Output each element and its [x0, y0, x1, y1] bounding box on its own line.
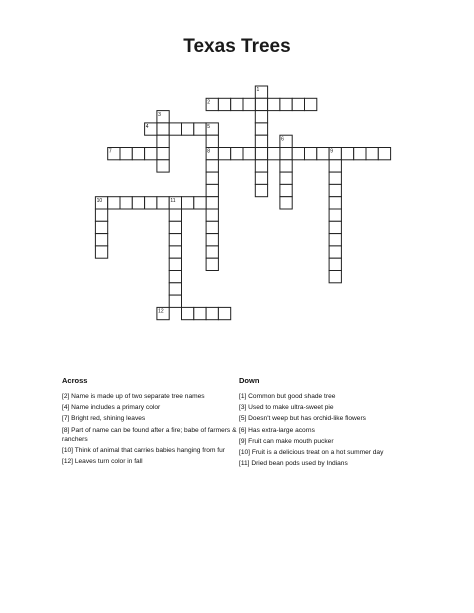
grid-cell[interactable]	[280, 98, 292, 110]
grid-cell[interactable]	[329, 258, 341, 270]
down-clue: [5] Doesn't weep but has orchid-like flowers	[239, 415, 366, 423]
grid-cell[interactable]	[305, 148, 317, 160]
grid-cell[interactable]	[206, 184, 218, 196]
grid-cell[interactable]	[255, 160, 267, 172]
grid-cell[interactable]	[329, 246, 341, 258]
clue-number: 4	[145, 124, 149, 131]
grid-cell[interactable]	[280, 172, 292, 184]
grid-cell[interactable]	[366, 148, 378, 160]
grid-cell[interactable]	[255, 98, 267, 110]
down-clue: [11] Dried bean pods used by Indians	[239, 460, 348, 468]
grid-cell[interactable]	[280, 184, 292, 196]
grid-cell[interactable]	[255, 111, 267, 123]
across-clue: [7] Bright red, shining leaves	[62, 415, 146, 423]
across-clue: [8] Part of name can be found after a fire; babe of farmers & ranchers	[62, 426, 237, 443]
grid-cell[interactable]	[231, 98, 243, 110]
down-clue: [6] Has extra-large acorns	[239, 426, 315, 434]
grid-cell[interactable]	[169, 246, 181, 258]
clue-number: 7	[108, 148, 112, 155]
grid-cell[interactable]	[169, 295, 181, 307]
grid-cell[interactable]	[280, 197, 292, 209]
grid-cell[interactable]	[354, 148, 366, 160]
clue-number: 1	[256, 87, 260, 94]
down-clue: [3] Used to make ultra-sweet pie	[239, 404, 334, 412]
clue-number: 12	[158, 308, 164, 315]
grid-cell[interactable]	[378, 148, 390, 160]
grid-cell[interactable]	[145, 148, 157, 160]
grid-cell[interactable]	[95, 221, 107, 233]
grid-cell[interactable]	[206, 197, 218, 209]
across-clue-list	[62, 392, 252, 466]
down-clue-list	[239, 392, 429, 468]
grid-cell[interactable]	[194, 307, 206, 319]
clue-number: 11	[170, 197, 176, 204]
grid-cell[interactable]	[329, 197, 341, 209]
grid-cell[interactable]	[95, 209, 107, 221]
grid-cell[interactable]	[206, 258, 218, 270]
grid-cell[interactable]	[255, 135, 267, 147]
grid-cell[interactable]	[157, 123, 169, 135]
grid-cell[interactable]	[218, 148, 230, 160]
grid-cell[interactable]	[329, 271, 341, 283]
page-title: Texas Trees	[183, 36, 291, 57]
across-clue: [2] Name is made up of two separate tree names	[62, 393, 205, 400]
grid-cell[interactable]	[268, 148, 280, 160]
grid-cell[interactable]	[95, 246, 107, 258]
grid-cell[interactable]	[280, 148, 292, 160]
grid-cell[interactable]	[157, 160, 169, 172]
grid-cell[interactable]	[157, 135, 169, 147]
grid-cell[interactable]	[255, 148, 267, 160]
grid-cell[interactable]	[329, 160, 341, 172]
grid-cell[interactable]	[317, 148, 329, 160]
grid-cell[interactable]	[218, 98, 230, 110]
grid-cell[interactable]	[145, 197, 157, 209]
grid-cell[interactable]	[194, 123, 206, 135]
clue-number: 2	[207, 99, 211, 106]
down-clue: [1] Common but good shade tree	[239, 393, 336, 400]
grid-cell[interactable]	[206, 246, 218, 258]
grid-cell[interactable]	[329, 209, 341, 221]
grid-cell[interactable]	[243, 98, 255, 110]
grid-cell[interactable]	[292, 148, 304, 160]
grid-cell[interactable]	[329, 184, 341, 196]
clue-number: 10	[96, 197, 103, 204]
grid-cell[interactable]	[169, 283, 181, 295]
grid-cell[interactable]	[132, 148, 144, 160]
grid-cell[interactable]	[255, 184, 267, 196]
grid-cell[interactable]	[182, 197, 194, 209]
grid-cell[interactable]	[95, 234, 107, 246]
grid-cell[interactable]	[341, 148, 353, 160]
grid-cell[interactable]	[206, 234, 218, 246]
grid-cell[interactable]	[280, 160, 292, 172]
grid-cell[interactable]	[157, 197, 169, 209]
grid-cell[interactable]	[169, 221, 181, 233]
clue-number: 8	[207, 148, 211, 155]
grid-cell[interactable]	[169, 209, 181, 221]
clue-number: 3	[158, 111, 161, 118]
grid-cell[interactable]	[120, 148, 132, 160]
grid-cell[interactable]	[305, 98, 317, 110]
across-clue: [12] Leaves turn color in fall	[62, 457, 143, 465]
grid-cell[interactable]	[169, 258, 181, 270]
grid-cell[interactable]	[206, 160, 218, 172]
grid-cell[interactable]	[231, 148, 243, 160]
grid-cell[interactable]	[120, 197, 132, 209]
grid-cell[interactable]	[243, 148, 255, 160]
grid-cell[interactable]	[206, 209, 218, 221]
down-clue: [9] Fruit can make mouth pucker	[239, 437, 334, 445]
down-clues	[239, 376, 429, 470]
grid-cell[interactable]	[206, 135, 218, 147]
grid-cell[interactable]	[329, 172, 341, 184]
grid-cell[interactable]	[255, 123, 267, 135]
grid-cell[interactable]	[206, 172, 218, 184]
across-heading: Across	[62, 376, 88, 385]
grid-cell[interactable]	[182, 123, 194, 135]
grid-cell[interactable]	[157, 148, 169, 160]
grid-cell[interactable]	[206, 307, 218, 319]
grid-cell[interactable]	[169, 271, 181, 283]
grid-cell[interactable]	[182, 307, 194, 319]
grid-cell[interactable]	[169, 234, 181, 246]
grid-cell[interactable]	[255, 172, 267, 184]
grid-cell[interactable]	[329, 234, 341, 246]
across-clues	[62, 376, 252, 468]
grid-cell[interactable]	[292, 98, 304, 110]
across-clue: [10] Think of animal that carries babies hanging from fur	[62, 446, 225, 454]
grid-cell[interactable]	[169, 123, 181, 135]
grid-cell[interactable]	[206, 221, 218, 233]
across-clue: [4] Name includes a primary color	[62, 404, 161, 412]
grid-cell[interactable]	[132, 197, 144, 209]
down-heading: Down	[239, 376, 260, 385]
clue-number: 9	[330, 148, 334, 155]
grid-cell[interactable]	[218, 307, 230, 319]
clue-number: 5	[207, 124, 211, 131]
grid-cell[interactable]	[194, 197, 206, 209]
down-clue: [10] Fruit is a delicious treat on a hot summer day	[239, 448, 384, 456]
grid-cell[interactable]	[268, 98, 280, 110]
clue-number: 6	[281, 136, 284, 143]
grid-cell[interactable]	[329, 221, 341, 233]
grid-cell[interactable]	[108, 197, 120, 209]
